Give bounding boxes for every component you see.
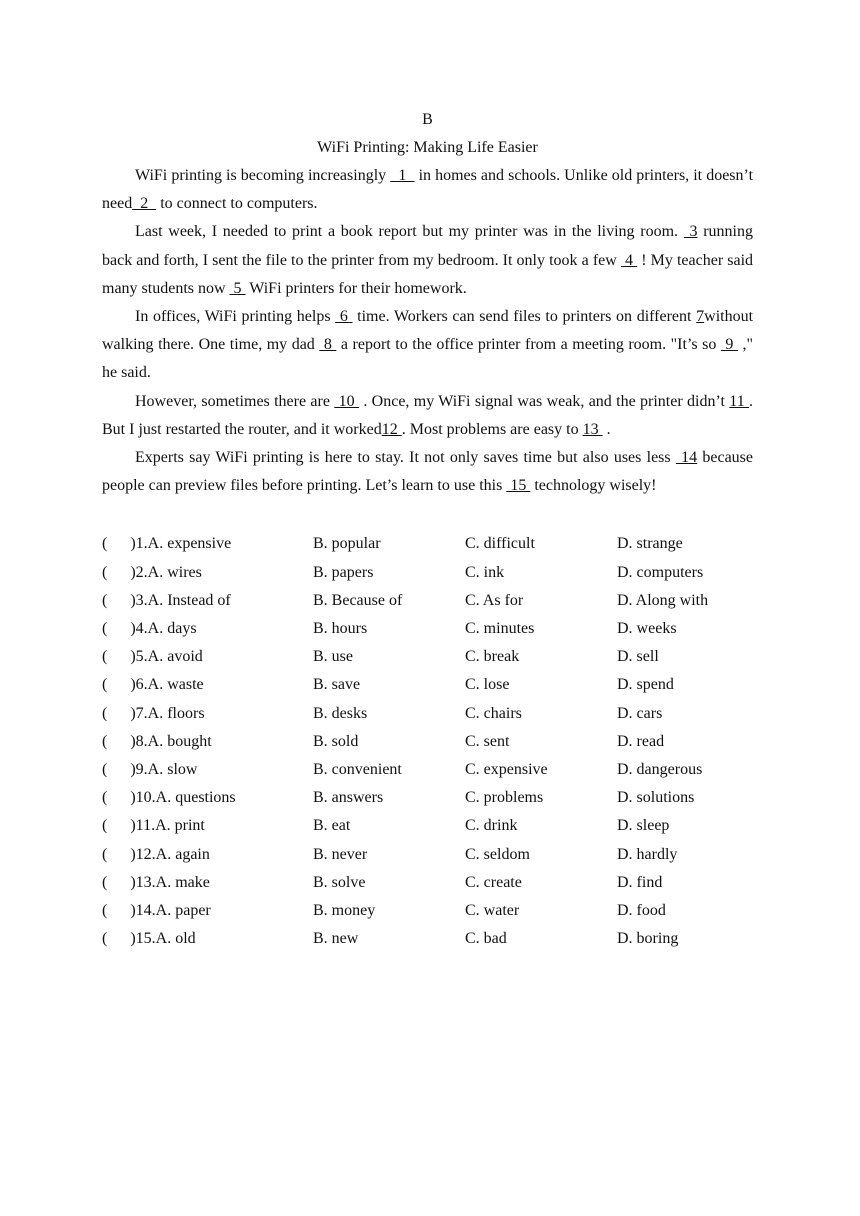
question-row	[102, 671, 753, 699]
option-a: )3.A. Instead of	[130, 591, 231, 609]
text-run: running back and forth, I sent the file to the printer from my bedroom. It only took a few	[102, 223, 753, 269]
text-run: to connect to computers.	[156, 195, 318, 213]
blank-2: 2	[132, 195, 157, 213]
paragraph-2	[102, 218, 753, 303]
option-d: D. food	[617, 901, 666, 919]
question-row	[102, 530, 753, 558]
answer-paren-open[interactable]: (	[102, 704, 108, 722]
text-run: Last week, I needed to print a book report but my printer was in the living room.	[135, 223, 684, 241]
question-row	[102, 925, 753, 953]
option-d: D. cars	[617, 704, 663, 722]
option-b: B. papers	[313, 563, 374, 581]
text-run: time. Workers can send files to printers on different	[352, 308, 697, 326]
question-number-option-a	[102, 784, 313, 812]
question-number-option-a	[102, 841, 313, 869]
text-run: However, sometimes there are	[135, 392, 335, 410]
option-a: )13.A. make	[130, 873, 210, 891]
question-list	[102, 530, 753, 953]
option-d: D. sell	[617, 648, 659, 666]
option-c: C. water	[465, 901, 520, 919]
document-page	[102, 106, 753, 953]
option-d: D. Along with	[617, 591, 709, 609]
blank-3: 3	[683, 223, 698, 241]
passage-body	[102, 162, 753, 500]
text-run: ," he said.	[102, 336, 754, 382]
answer-paren-open[interactable]: (	[102, 676, 108, 694]
option-a: )4.A. days	[130, 620, 197, 637]
question-row	[102, 841, 753, 869]
question-row	[102, 587, 753, 615]
question-number-option-a	[102, 559, 313, 587]
option-a: )11.A. print	[130, 817, 205, 835]
option-b: B. solve	[313, 873, 366, 891]
answer-paren-open[interactable]: (	[102, 817, 108, 835]
text-run: Experts say WiFi printing is here to stay. It not only saves time but also uses less	[135, 449, 676, 467]
option-b: B. Because of	[313, 591, 403, 609]
option-b: B. hours	[313, 620, 368, 637]
question-number-option-a	[102, 897, 313, 925]
option-c: C. minutes	[465, 620, 535, 637]
blank-6: 6	[335, 308, 353, 326]
answer-paren-open[interactable]: (	[102, 563, 108, 581]
option-b: B. eat	[313, 817, 351, 835]
option-d: D. dangerous	[617, 760, 703, 778]
option-a: )10.A. questions	[130, 789, 236, 807]
question-row	[102, 897, 753, 925]
option-d: D. solutions	[617, 789, 695, 807]
option-d: D. sleep	[617, 817, 670, 835]
option-a: )1.A. expensive	[130, 535, 232, 553]
paragraph-1	[102, 162, 753, 218]
option-a: )2.A. wires	[130, 563, 202, 581]
text-run: ! My teacher said many students now	[102, 251, 754, 297]
option-b: B. desks	[313, 704, 368, 722]
text-run: in homes and schools. Unlike old printers, it doesn’t need	[102, 167, 754, 213]
option-a: )15.A. old	[130, 930, 196, 948]
blank-7: 7	[696, 308, 705, 326]
option-d: D. read	[617, 732, 665, 750]
option-c: C. bad	[465, 930, 507, 948]
section-letter: B	[422, 111, 433, 128]
answer-paren-open[interactable]: (	[102, 789, 108, 807]
blank-12: 12	[381, 420, 402, 438]
option-c: C. lose	[465, 676, 510, 694]
blank-4: 4	[620, 251, 638, 269]
blank-10: 10	[334, 392, 359, 410]
option-d: D. strange	[617, 535, 683, 553]
text-run: . But I just restarted the router, and it worked	[102, 392, 754, 438]
question-row	[102, 643, 753, 671]
question-number-option-a	[102, 869, 313, 897]
option-c: C. As for	[465, 591, 524, 609]
text-run: technology wisely!	[530, 477, 657, 495]
option-b: B. use	[313, 648, 353, 666]
option-b: B. popular	[313, 535, 381, 553]
answer-paren-open[interactable]: (	[102, 873, 108, 891]
question-row	[102, 700, 753, 728]
blank-1: 1	[390, 167, 415, 184]
question-row	[102, 756, 753, 784]
blank-15: 15	[506, 477, 531, 495]
answer-paren-open[interactable]: (	[102, 845, 108, 863]
option-b: B. answers	[313, 789, 384, 807]
option-d: D. computers	[617, 563, 704, 581]
paragraph-5	[102, 444, 753, 500]
question-row	[102, 615, 753, 643]
blank-14: 14	[675, 449, 698, 467]
question-number-option-a	[102, 700, 313, 728]
question-number-option-a	[102, 671, 313, 699]
option-c: C. seldom	[465, 845, 530, 863]
answer-paren-open[interactable]: (	[102, 591, 108, 609]
option-c: C. create	[465, 873, 522, 891]
question-number-option-a	[102, 615, 313, 643]
option-c: C. difficult	[465, 535, 535, 553]
option-d: D. spend	[617, 676, 674, 694]
answer-paren-open[interactable]: (	[102, 648, 108, 666]
answer-paren-open[interactable]: (	[102, 901, 108, 919]
blank-13: 13	[582, 420, 603, 438]
text-run: .	[602, 420, 611, 438]
blank-9: 9	[720, 336, 738, 354]
option-d: D. boring	[617, 930, 679, 948]
text-run: In offices, WiFi printing helps	[135, 308, 336, 326]
text-run: without walking there. One time, my dad	[102, 308, 754, 354]
question-row	[102, 784, 753, 812]
blank-11: 11	[729, 392, 750, 410]
option-b: B. convenient	[313, 760, 402, 778]
question-number-option-a	[102, 530, 313, 558]
text-run: WiFi printing is becoming increasingly	[135, 167, 391, 184]
question-number-option-a	[102, 756, 313, 784]
option-a: )6.A. waste	[130, 676, 204, 694]
question-row	[102, 812, 753, 840]
answer-paren-open[interactable]: (	[102, 535, 108, 553]
option-d: D. find	[617, 873, 663, 891]
text-run: . Once, my WiFi signal was weak, and the printer didn’t	[358, 392, 730, 410]
option-c: C. sent	[465, 732, 510, 750]
option-b: B. never	[313, 845, 368, 863]
question-number-option-a	[102, 587, 313, 615]
question-number-option-a	[102, 812, 313, 840]
option-c: C. expensive	[465, 760, 548, 778]
question-row	[102, 728, 753, 756]
answer-paren-open[interactable]: (	[102, 620, 108, 637]
option-c: C. problems	[465, 789, 544, 807]
option-d: D. hardly	[617, 845, 678, 863]
passage-title: WiFi Printing: Making Life Easier	[317, 139, 538, 156]
option-b: B. money	[313, 901, 376, 919]
answer-paren-open[interactable]: (	[102, 732, 108, 750]
option-c: C. ink	[465, 563, 505, 581]
paragraph-3	[102, 303, 753, 388]
option-b: B. sold	[313, 732, 359, 750]
blank-8: 8	[319, 336, 337, 354]
option-a: )14.A. paper	[130, 901, 211, 919]
option-a: )12.A. again	[130, 845, 210, 863]
option-d: D. weeks	[617, 620, 677, 637]
question-number-option-a	[102, 728, 313, 756]
option-a: )5.A. avoid	[130, 648, 203, 666]
option-b: B. save	[313, 676, 361, 694]
blank-5: 5	[229, 279, 246, 297]
answer-paren-open[interactable]: (	[102, 930, 108, 948]
question-number-option-a	[102, 643, 313, 671]
option-b: B. new	[313, 930, 359, 948]
option-a: )7.A. floors	[130, 704, 205, 722]
text-run: because people can preview files before printing. Let’s learn to use this	[102, 449, 754, 495]
paragraph-4	[102, 388, 753, 444]
question-row	[102, 869, 753, 897]
option-c: C. drink	[465, 817, 518, 835]
question-row	[102, 559, 753, 587]
option-c: C. chairs	[465, 704, 522, 722]
option-a: )9.A. slow	[130, 760, 198, 778]
option-a: )8.A. bought	[130, 732, 212, 750]
question-number-option-a	[102, 925, 313, 953]
answer-paren-open[interactable]: (	[102, 760, 108, 778]
text-run: . Most problems are easy to	[401, 420, 583, 438]
option-c: C. break	[465, 648, 520, 666]
text-run: WiFi printers for their homework.	[245, 279, 467, 297]
text-run: a report to the office printer from a meeting room. "It’s so	[336, 336, 721, 354]
